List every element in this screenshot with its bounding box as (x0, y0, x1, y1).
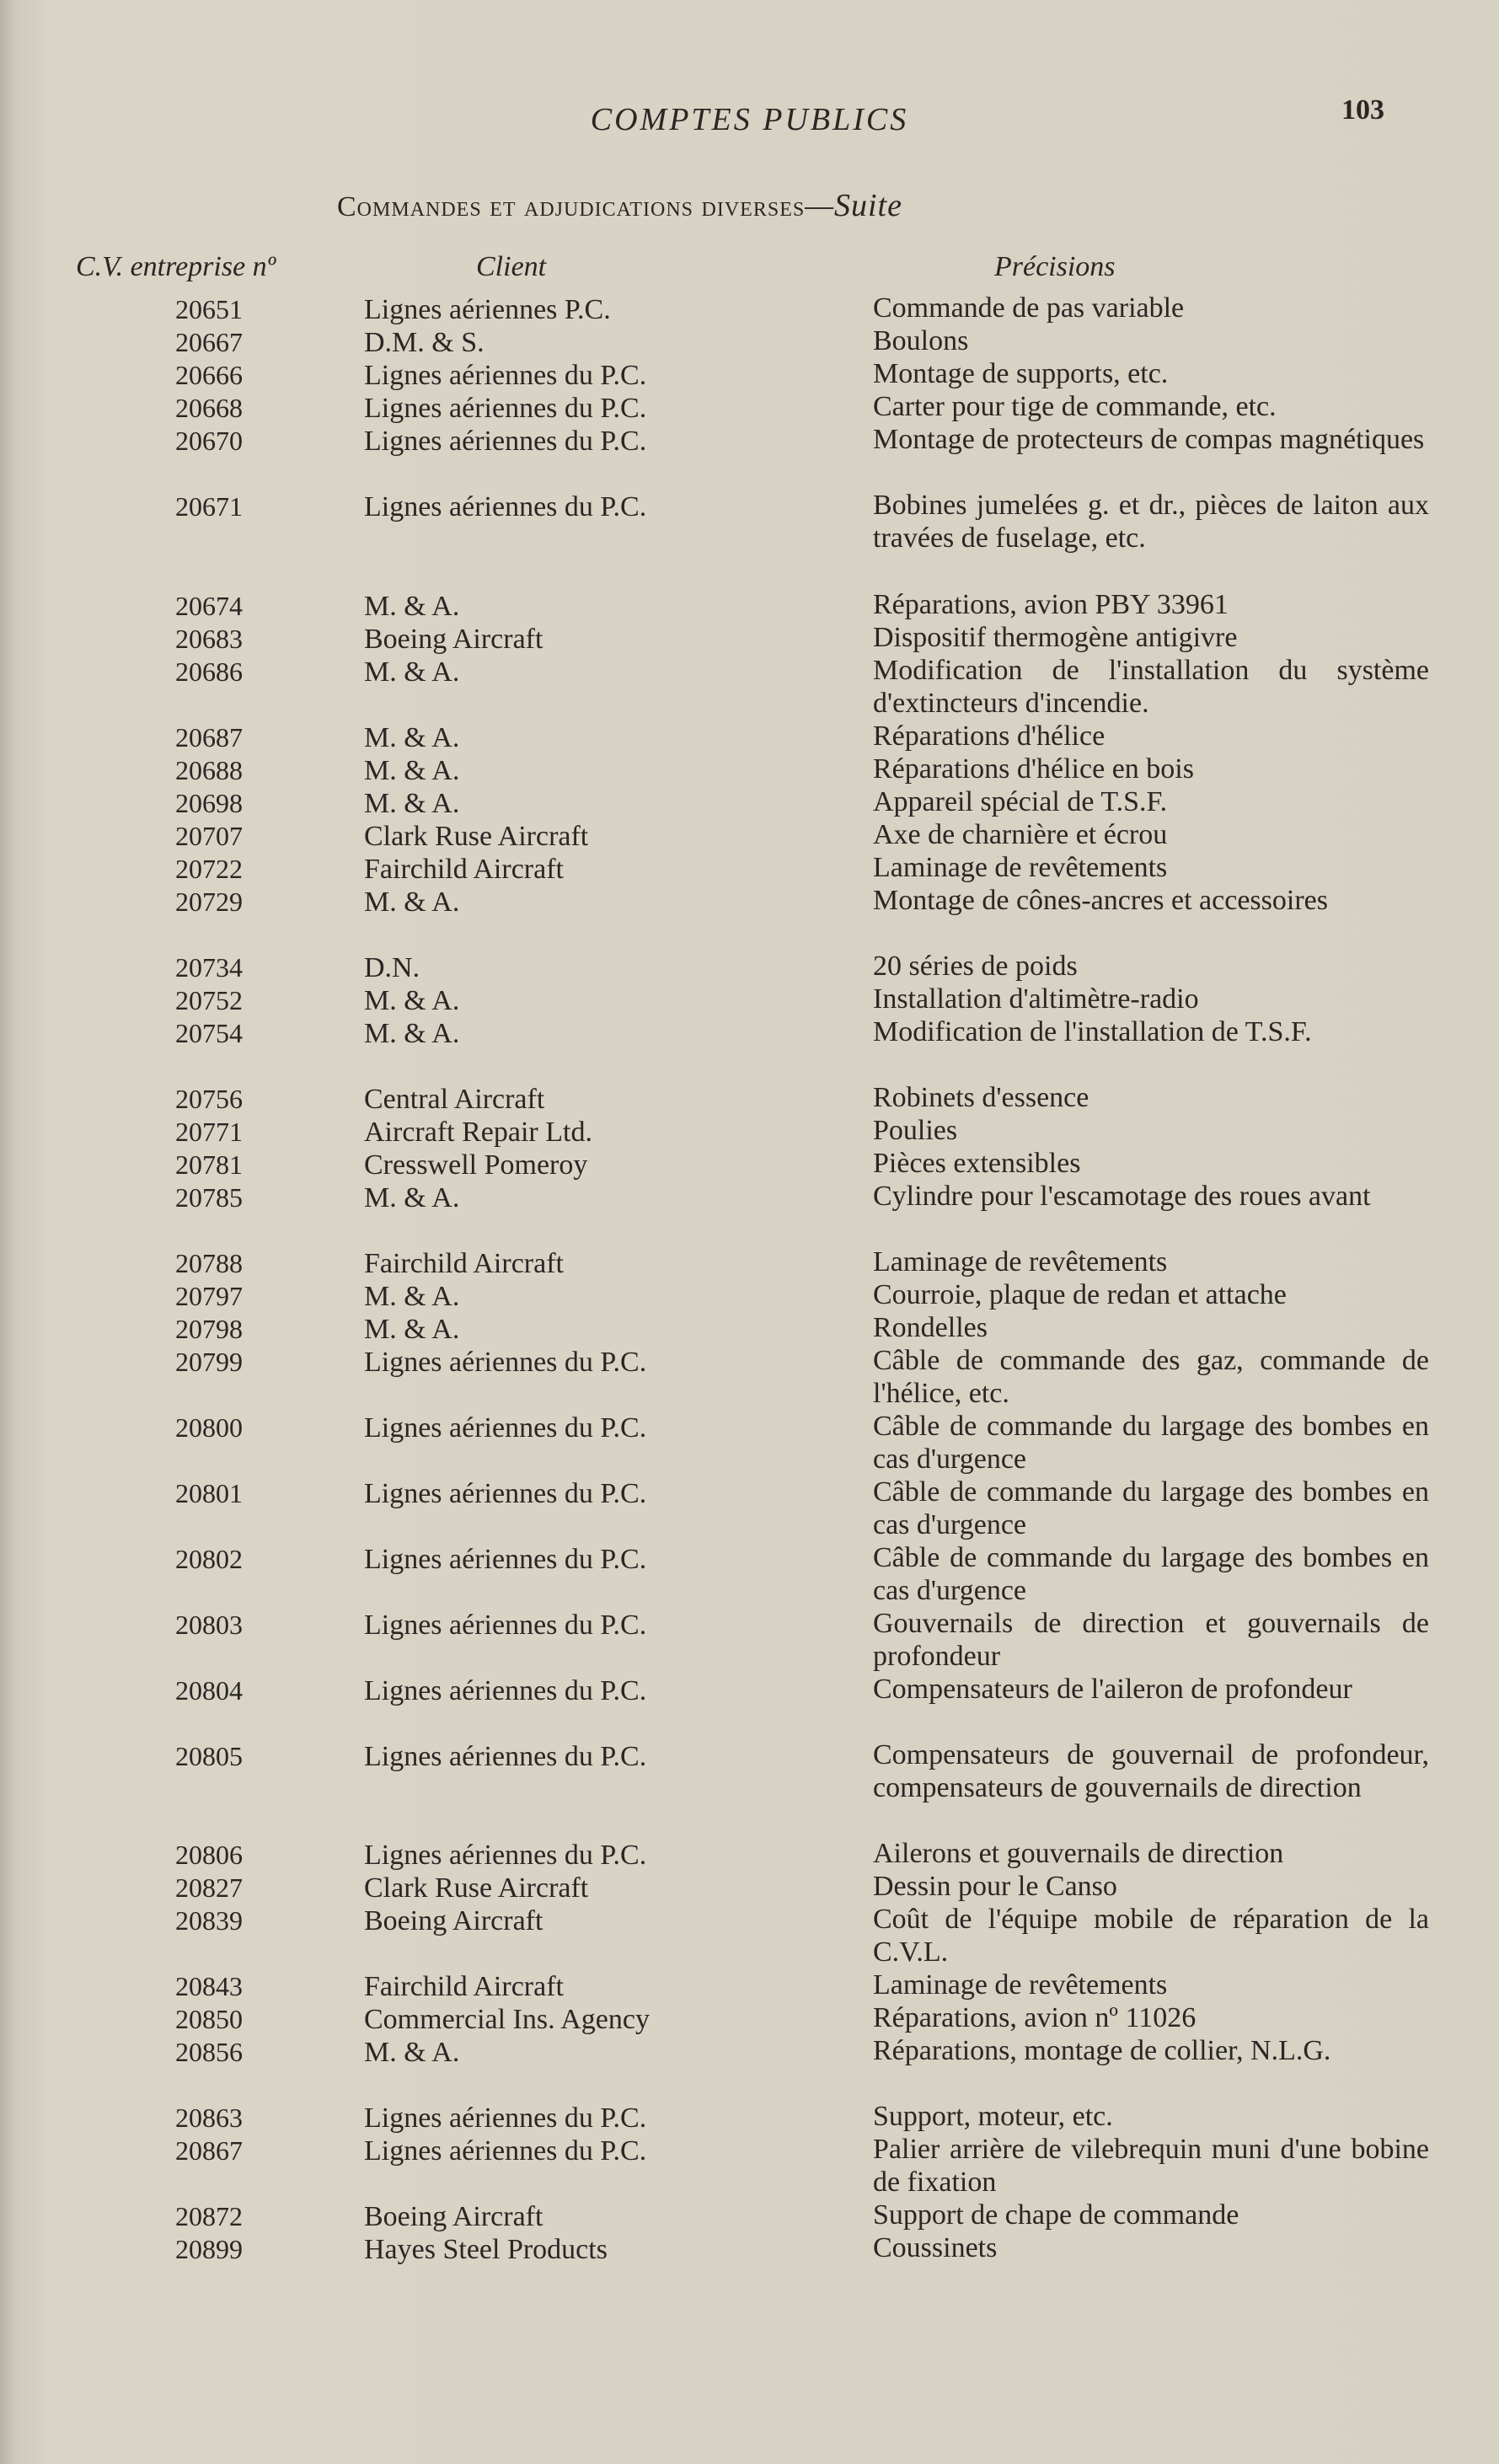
cell-precisions: Pièces extensibles (873, 1148, 1081, 1179)
cell-client: M. & A. (364, 887, 460, 918)
cell-cv-number: 20734 (175, 952, 243, 983)
cell-client: Lignes aériennes du P.C. (364, 1741, 647, 1772)
cell-precisions: Carter pour tige de commande, etc. (873, 391, 1277, 422)
cell-precisions: Modification de l'installation de T.S.F. (873, 1016, 1312, 1047)
cell-precisions: Coussinets (873, 2232, 998, 2263)
cell-precisions: Ailerons et gouvernails de direction (873, 1838, 1284, 1869)
cell-cv-number: 20785 (175, 1182, 243, 1213)
cell-precisions: Câble de commande des gaz, commande de l'hélice, etc. (873, 1345, 1429, 1409)
cell-client: Lignes aériennes du P.C. (364, 1840, 647, 1871)
cell-precisions: Gouvernails de direction et gouvernails de profondeur (873, 1608, 1429, 1672)
cell-client: Commercial Ins. Agency (364, 2004, 650, 2035)
cell-client: Fairchild Aircraft (364, 1971, 564, 2002)
cell-client: M. & A. (364, 985, 460, 1016)
cell-client: D.N. (364, 952, 420, 983)
cell-cv-number: 20802 (175, 1544, 243, 1574)
cell-cv-number: 20667 (175, 327, 243, 357)
cell-cv-number: 20804 (175, 1675, 243, 1706)
cell-cv-number: 20800 (175, 1412, 243, 1443)
cell-precisions: Coût de l'équipe mobile de réparation de la C.V.L. (873, 1904, 1429, 1968)
cell-cv-number: 20674 (175, 591, 243, 621)
cell-client: Boeing Aircraft (364, 2201, 543, 2232)
cell-cv-number: 20850 (175, 2004, 243, 2034)
cell-cv-number: 20688 (175, 755, 243, 785)
cell-cv-number: 20872 (175, 2201, 243, 2231)
cell-precisions: Appareil spécial de T.S.F. (873, 786, 1168, 817)
cell-cv-number: 20686 (175, 656, 243, 687)
cell-client: Aircraft Repair Ltd. (364, 1117, 592, 1148)
cell-cv-number: 20797 (175, 1281, 243, 1311)
cell-cv-number: 20671 (175, 491, 243, 522)
cell-precisions: Dispositif thermogène antigivre (873, 622, 1238, 653)
cell-precisions: Cylindre pour l'escamotage des roues avant (873, 1181, 1371, 1212)
cell-client: M. & A. (364, 656, 460, 688)
cell-precisions: Axe de charnière et écrou (873, 819, 1168, 850)
cell-client: M. & A. (364, 1018, 460, 1049)
cell-cv-number: 20805 (175, 1741, 243, 1771)
cell-precisions: Poulies (873, 1115, 958, 1146)
cell-client: Clark Ruse Aircraft (364, 821, 589, 852)
cell-client: Lignes aériennes du P.C. (364, 393, 647, 424)
cell-client: M. & A. (364, 2037, 460, 2068)
cell-cv-number: 20754 (175, 1018, 243, 1048)
cell-precisions: Câble de commande du largage des bombes en cas d'urgence (873, 1542, 1429, 1606)
cell-precisions: Laminage de revêtements (873, 1969, 1168, 2001)
cell-client: M. & A. (364, 722, 460, 753)
cell-cv-number: 20801 (175, 1478, 243, 1508)
cell-precisions: Réparations d'hélice (873, 720, 1106, 752)
cell-cv-number: 20806 (175, 1840, 243, 1870)
cell-client: Clark Ruse Aircraft (364, 1872, 589, 1904)
cell-client: Boeing Aircraft (364, 1905, 543, 1936)
cell-precisions: Modification de l'installation du système d'extincteurs d'incendie. (873, 655, 1429, 719)
section-title-text: Commandes et adjudications diverses (337, 191, 806, 222)
cell-precisions: Réparations, avion PBY 33961 (873, 589, 1229, 620)
cell-cv-number: 20729 (175, 887, 243, 917)
cell-precisions: Laminage de revêtements (873, 852, 1168, 883)
cell-cv-number: 20771 (175, 1117, 243, 1147)
cell-precisions: Bobines jumelées g. et dr., pièces de laiton aux travées de fuselage, etc. (873, 490, 1429, 554)
cell-client: Lignes aériennes du P.C. (364, 426, 647, 457)
cell-precisions: Compensateurs de l'aileron de profondeur (873, 1674, 1352, 1705)
cell-precisions: Boulons (873, 325, 969, 356)
cell-client: Lignes aériennes du P.C. (364, 1544, 647, 1575)
cell-client: Lignes aériennes du P.C. (364, 1412, 647, 1444)
cell-precisions: Montage de cônes-ancres et accessoires (873, 885, 1328, 916)
cell-precisions: Réparations d'hélice en bois (873, 753, 1194, 785)
cell-client: M. & A. (364, 788, 460, 819)
cell-precisions: Réparations, avion nº 11026 (873, 2002, 1197, 2033)
cell-client: Lignes aériennes du P.C. (364, 491, 647, 522)
cell-cv-number: 20839 (175, 1905, 243, 1936)
cell-cv-number: 20856 (175, 2037, 243, 2067)
cell-precisions: Câble de commande du largage des bombes en cas d'urgence (873, 1476, 1429, 1540)
cell-client: Lignes aériennes du P.C. (364, 2102, 647, 2134)
cell-cv-number: 20798 (175, 1314, 243, 1344)
cell-cv-number: 20752 (175, 985, 243, 1015)
section-title-suite: —Suite (805, 188, 902, 223)
cell-precisions: Commande de pas variable (873, 292, 1185, 324)
column-header-cv: C.V. entreprise nº (76, 251, 276, 282)
cell-precisions: Câble de commande du largage des bombes en cas d'urgence (873, 1411, 1429, 1475)
cell-cv-number: 20788 (175, 1248, 243, 1278)
cell-client: M. & A. (364, 1314, 460, 1345)
cell-precisions: Montage de supports, etc. (873, 358, 1169, 389)
cell-client: Central Aircraft (364, 1084, 545, 1115)
cell-cv-number: 20756 (175, 1084, 243, 1114)
cell-precisions: Dessin pour le Canso (873, 1871, 1117, 1902)
cell-client: M. & A. (364, 1281, 460, 1312)
cell-client: Lignes aériennes du P.C. (364, 1610, 647, 1641)
cell-cv-number: 20666 (175, 360, 243, 390)
cell-precisions: Courroie, plaque de redan et attache (873, 1279, 1287, 1310)
cell-cv-number: 20827 (175, 1872, 243, 1903)
cell-precisions: Laminage de revêtements (873, 1246, 1168, 1278)
cell-cv-number: 20863 (175, 2102, 243, 2133)
cell-client: Lignes aériennes du P.C. (364, 360, 647, 391)
cell-cv-number: 20781 (175, 1149, 243, 1180)
cell-cv-number: 20687 (175, 722, 243, 753)
running-header-title: COMPTES PUBLICS (590, 102, 909, 137)
cell-cv-number: 20722 (175, 854, 243, 884)
cell-cv-number: 20799 (175, 1347, 243, 1377)
cell-client: Boeing Aircraft (364, 624, 543, 655)
cell-precisions: Montage de protecteurs de compas magnétiques (873, 424, 1425, 455)
cell-cv-number: 20867 (175, 2135, 243, 2166)
cell-cv-number: 20843 (175, 1971, 243, 2001)
cell-cv-number: 20668 (175, 393, 243, 423)
cell-precisions: Robinets d'essence (873, 1082, 1089, 1113)
cell-precisions: Réparations, montage de collier, N.L.G. (873, 2035, 1331, 2066)
cell-client: Lignes aériennes du P.C. (364, 1347, 647, 1378)
cell-cv-number: 20707 (175, 821, 243, 851)
cell-cv-number: 20899 (175, 2234, 243, 2264)
cell-precisions: Support de chape de commande (873, 2199, 1239, 2231)
cell-cv-number: 20683 (175, 624, 243, 654)
cell-client: Fairchild Aircraft (364, 854, 564, 885)
cell-client: Fairchild Aircraft (364, 1248, 564, 1279)
cell-client: Lignes aériennes du P.C. (364, 2135, 647, 2167)
cell-precisions: Installation d'altimètre-radio (873, 983, 1199, 1015)
column-header-precisions: Précisions (994, 251, 1116, 282)
cell-precisions: Compensateurs de gouvernail de profondeur, compensateurs de gouvernails de direction (873, 1739, 1429, 1803)
cell-client: M. & A. (364, 591, 460, 622)
cell-precisions: Palier arrière de vilebrequin muni d'une bobine de fixation (873, 2134, 1429, 2198)
cell-precisions: 20 séries de poids (873, 951, 1078, 982)
page-number: 103 (1341, 94, 1384, 126)
cell-cv-number: 20651 (175, 294, 243, 324)
cell-cv-number: 20803 (175, 1610, 243, 1640)
cell-client: M. & A. (364, 755, 460, 786)
cell-client: Lignes aériennes P.C. (364, 294, 611, 325)
cell-precisions: Rondelles (873, 1312, 988, 1343)
cell-client: D.M. & S. (364, 327, 484, 358)
cell-cv-number: 20698 (175, 788, 243, 818)
column-header-client: Client (476, 251, 547, 282)
section-title (337, 187, 902, 224)
cell-client: M. & A. (364, 1182, 460, 1213)
cell-precisions: Support, moteur, etc. (873, 2101, 1113, 2132)
cell-client: Lignes aériennes du P.C. (364, 1675, 647, 1706)
cell-cv-number: 20670 (175, 426, 243, 456)
cell-client: Cresswell Pomeroy (364, 1149, 588, 1181)
cell-client: Hayes Steel Products (364, 2234, 608, 2265)
cell-client: Lignes aériennes du P.C. (364, 1478, 647, 1509)
